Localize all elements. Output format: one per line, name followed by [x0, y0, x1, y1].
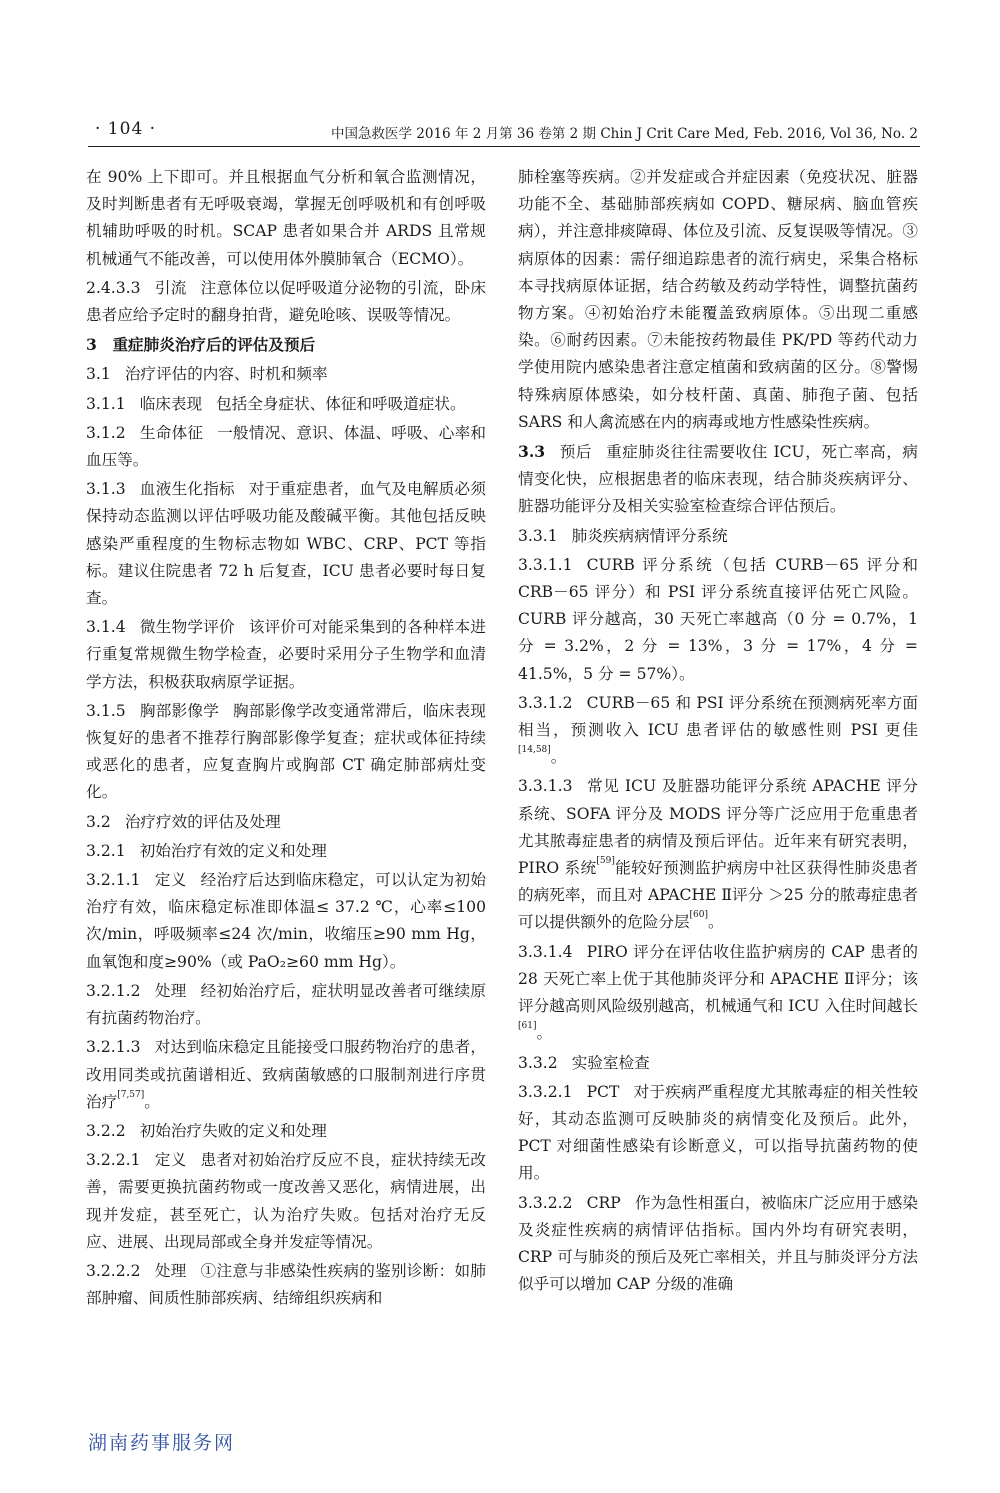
paragraph: [86, 1034, 486, 1116]
paragraph-text: 对于疾病严重程度尤其脓毒症的相关性较好，其动态监测可反映肺炎的病情变化及预后。此外，PCT 对细菌性感染有诊断意义，可以指导抗菌药物的使用。: [518, 1082, 918, 1183]
subsection-title: 引流: [154, 278, 187, 297]
left-column: [86, 164, 486, 1314]
subsection-title: 初始治疗有效的定义和处理: [139, 841, 327, 860]
citation: [59]: [596, 856, 615, 867]
paragraph: [518, 773, 918, 936]
subsection-title: 肺炎疾病病情评分系统: [571, 526, 728, 545]
section-number: 3.2.2: [86, 1121, 126, 1140]
citation: [14,58]: [518, 745, 551, 756]
section-number: 3.1.4: [86, 618, 126, 637]
paragraph: [86, 361, 486, 388]
subsection-title: 临床表现: [139, 394, 203, 413]
running-header: 中国急救医学 2016 年 2 月第 36 卷第 2 期 Chin J Crit Care Med, Feb. 2016, Vol 36, No. 2: [331, 126, 918, 142]
paragraph: [518, 1050, 918, 1077]
section-number: 3.3.1.3: [518, 777, 573, 796]
section-number: 3.1.5: [86, 701, 126, 720]
paragraph-text: 注意体位以促呼吸道分泌物的引流，卧床患者应给予定时的翻身拍背，避免呛咳、误吸等情况。: [86, 278, 486, 325]
subsection-title: 胸部影像学: [139, 701, 220, 720]
paragraph-text: 常见 ICU 及脏器功能评分系统 APACHE 评分系统、SOFA 评分及 MODS 评分等广泛应用于危重患者尤其脓毒症患者的病情及预后评估。近年来有研究表明，PIRO 系统: [518, 777, 918, 878]
subsection-title: 血液生化指标: [139, 480, 235, 499]
section-number: 3.1: [86, 365, 111, 384]
subsection-title: 处理: [154, 981, 187, 1000]
paragraph: [518, 164, 918, 436]
section-number: 2.4.3.3: [86, 278, 141, 297]
paragraph-text: 包括全身症状、体征和呼吸道症状。: [216, 394, 466, 413]
paragraph-text: CURB－65 和 PSI 评分系统在预测病死率方面相当，预测收入 ICU 患者评估的敏感性则 PSI 更佳: [518, 693, 918, 740]
subsection-title: 治疗疗效的评估及处理: [124, 812, 281, 831]
subsection-title: 预后: [559, 443, 593, 462]
section-number: 3.2.2.1: [86, 1151, 141, 1170]
subsection-title: 处理: [154, 1261, 187, 1280]
paragraph-text: 在 90% 上下即可。并且根据血气分析和氧合监测情况，及时判断患者有无呼吸衰竭，掌握无创呼吸机和有创呼吸机辅助呼吸的时机。SCAP 患者如果合并 ARDS 且常规机械通气不能改善，可以使用体外膜肺氧合（ECMO）。: [86, 168, 486, 268]
citation: [61]: [518, 1021, 537, 1032]
paragraph: [86, 420, 486, 474]
paragraph: [86, 476, 486, 612]
subsection-title: 定义: [154, 1151, 187, 1170]
section-number: 3.3.1.2: [518, 693, 573, 712]
right-column: [518, 164, 918, 1300]
paragraph-text: 。: [550, 748, 567, 767]
paragraph-text: 经初始治疗后，症状明显改善者可继续原有抗菌药物治疗。: [86, 981, 486, 1028]
paragraph: [86, 391, 486, 418]
section-number: 3.3.1.1: [518, 555, 573, 574]
paragraph-text: 能较好预测监护病房中社区获得性肺炎患者的病死率，而且对 APACHE Ⅱ评分 ＞25 分的脓毒症患者可以提供额外的危险分层: [518, 859, 918, 932]
paragraph-text: CURB 评分系统（包括 CURB－65 评分和 CRB－65 评分）和 PSI 评分系统直接评估死亡风险。CURB 评分越高，30 天死亡率越高（0 分 = 0.7%，1 分 = 3.2%，2 分 = 13%，3 分 = 17%，4 分 = 41.5%，5 分 = 57%）。: [518, 555, 918, 683]
paragraph-text: 该评价可对能采集到的各种样本进行重复常规微生物学检查，必要时采用分子生物学和血清学方法，积极获取病原学证据。: [86, 618, 486, 691]
paragraph: [518, 552, 918, 688]
section-number: 3.3.1.4: [518, 942, 573, 961]
paragraph: [86, 838, 486, 865]
section-number: 3.3: [518, 442, 546, 462]
paragraph-text: 肺栓塞等疾病。②并发症或合并症因素（免疫状况、脏器功能不全、基础肺部疾病如 COPD、糖尿病、脑血管疾病），并注意排痰障碍、体位及引流、反复误吸等情况。③病原体的因素：需仔细追踪患者的流行病史，采集合格标本寻找病原体证据，结合药敏及药动学特性，调整抗菌药物方案。④初始治疗未能覆盖致病原体。⑤出现二重感染。⑥耐药因素。⑦未能按药物最佳 PK/PD 等药代动力学使用院内感染患者注意定植菌和致病菌的区分。⑧警惕特殊病原体感染，如分枝杆菌、真菌、肺孢子菌、包括 SARS 和人禽流感在内的病毒或地方性感染性疾病。: [518, 168, 918, 431]
paragraph-text: 。: [708, 913, 724, 932]
paragraph-text: 。: [536, 1024, 553, 1043]
section-number: 3.1.2: [86, 423, 126, 442]
subsection-title: 微生物学评价: [139, 618, 235, 637]
paragraph: [518, 523, 918, 550]
paragraph: [86, 1258, 486, 1312]
paragraph: [86, 698, 486, 807]
section-number: 3.3.2.1: [518, 1082, 573, 1101]
paragraph: [518, 1190, 918, 1299]
paragraph: [518, 939, 918, 1048]
paragraph: [518, 690, 918, 772]
paragraph-text: 胸部影像学改变通常滞后，临床表现恢复好的患者不推荐行胸部影像学复查；症状或体征持续或恶化的患者，应复查胸片或胸部 CT 确定肺部病灶变化。: [86, 701, 486, 802]
paragraph-text: 对达到临床稳定且能接受口服药物治疗的患者，改用同类或抗菌谱相近、致病菌敏感的口服制剂进行序贯治疗: [86, 1038, 486, 1111]
section-number: 3.3.2: [518, 1053, 558, 1072]
subsection-title: 初始治疗失败的定义和处理: [139, 1121, 327, 1140]
section-number: 3.3.1: [518, 526, 558, 545]
subsection-title: 治疗评估的内容、时机和频率: [124, 365, 328, 384]
paragraph: [86, 1118, 486, 1145]
watermark: 湖南药事服务网: [88, 1432, 236, 1454]
section-heading-text: 3 重症肺炎治疗后的评估及预后: [86, 335, 316, 355]
citation: [60]: [689, 910, 709, 921]
subsection-title: 定义: [154, 871, 187, 890]
section-number: 3.2: [86, 812, 111, 831]
paragraph: [86, 809, 486, 836]
paragraph: [86, 978, 486, 1032]
section-heading: [86, 331, 486, 359]
section-number: 3.1.3: [86, 480, 126, 499]
paragraph: [518, 438, 918, 521]
paragraph: [86, 1147, 486, 1256]
paragraph: [86, 614, 486, 696]
paragraph: [518, 1079, 918, 1188]
subsection-title: CRP: [586, 1193, 621, 1212]
citation: [7,57]: [117, 1089, 145, 1100]
section-number: 3.2.1.3: [86, 1038, 141, 1057]
subsection-title: 生命体征: [139, 423, 204, 442]
section-number: 3.2.1.2: [86, 981, 141, 1000]
paragraph: [86, 164, 486, 273]
paragraph-text: 重症肺炎往往需要收住 ICU，死亡率高，病情变化快，应根据患者的临床表现，结合肺炎疾病评分、脏器功能评分及相关实验室检查综合评估预后。: [518, 443, 918, 516]
section-number: 3.2.1.1: [86, 871, 141, 890]
paragraph-text: 对于重症患者，血气及电解质必须保持动态监测以评估呼吸功能及酸碱平衡。其他包括反映感染严重程度的生物标志物如 WBC、CRP、PCT 等指标。建议住院患者 72 h 后复查，ICU 患者必要时每日复查。: [86, 480, 486, 608]
paragraph-text: 经治疗后达到临床稳定，可以认定为初始治疗有效，临床稳定标准即体温≤ 37.2 ℃，心率≤100 次/min，呼吸频率≤24 次/min，收缩压≥90 mm Hg，血氧饱和度≥90%（或 PaO₂≥60 mm Hg）。: [86, 871, 486, 971]
paragraph: [86, 275, 486, 329]
paragraph-text: 患者对初始治疗反应不良，症状持续无改善，需要更换抗菌药物或一度改善又恶化，病情进展，出现并发症，甚至死亡，认为治疗失败。包括对治疗无反应、进展、出现局部或全身并发症等情况。: [86, 1151, 486, 1251]
page-number: · 104 ·: [95, 119, 157, 139]
section-number: 3.3.2.2: [518, 1193, 573, 1212]
paragraph-text: 作为急性相蛋白，被临床广泛应用于感染及炎症性疾病的病情评估指标。国内外均有研究表明，CRP 可与肺炎的预后及死亡率相关，并且与肺炎评分方法似乎可以增加 CAP 分级的准确: [518, 1193, 918, 1294]
header-rule: [88, 146, 920, 147]
section-number: 3.2.1: [86, 841, 126, 860]
paragraph-text: 一般情况、意识、体温、呼吸、心率和血压等。: [86, 423, 486, 470]
paragraph: [86, 867, 486, 976]
section-number: 3.1.1: [86, 394, 126, 413]
paragraph-text: PIRO 评分在评估收住监护病房的 CAP 患者的 28 天死亡率上优于其他肺炎评分和 APACHE Ⅱ评分；该评分越高则风险级别越高，机械通气和 ICU 入住时间越长: [518, 942, 918, 1016]
paragraph-text: 。: [144, 1092, 160, 1111]
subsection-title: 实验室检查: [571, 1053, 650, 1072]
paragraph-text: ①注意与非感染性疾病的鉴别诊断：如肺部肿瘤、间质性肺部疾病、结缔组织疾病和: [86, 1261, 486, 1308]
subsection-title: PCT: [586, 1082, 620, 1101]
section-number: 3.2.2.2: [86, 1261, 141, 1280]
